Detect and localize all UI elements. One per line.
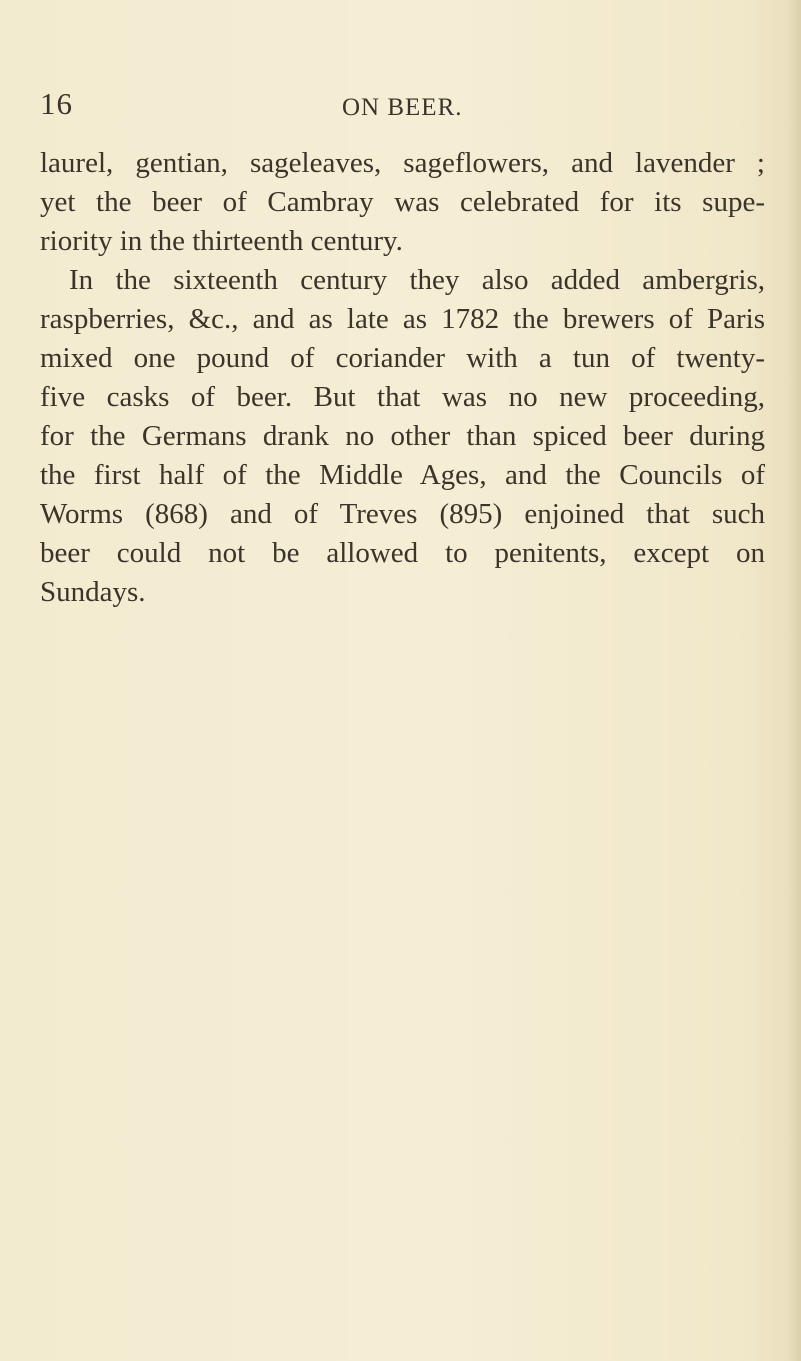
text-line: Sundays. xyxy=(40,576,146,608)
text-line: In the sixteenth century they also added ambergris, xyxy=(69,264,765,296)
body-text xyxy=(40,144,765,612)
page-edge-shadow xyxy=(787,0,801,1361)
running-head xyxy=(40,84,760,128)
text-line: raspberries, &c., and as late as 1782 the brewers of Paris xyxy=(40,303,765,335)
text-line: beer could not be allowed to penitents, except on xyxy=(40,537,765,569)
text-line: the first half of the Middle Ages, and the Councils of xyxy=(40,459,765,491)
page-number: 16 xyxy=(40,86,73,121)
text-line: yet the beer of Cambray was celebrated for its supe- xyxy=(40,186,765,218)
text-line: five casks of beer. But that was no new proceeding, xyxy=(40,381,765,413)
text-line: Worms (868) and of Treves (895) enjoined that such xyxy=(40,498,765,530)
text-line: for the Germans drank no other than spiced beer during xyxy=(40,420,765,452)
text-line: mixed one pound of coriander with a tun of twenty- xyxy=(40,342,765,374)
text-line: riority in the thirteenth century. xyxy=(40,225,403,257)
running-title: ON BEER. xyxy=(342,94,463,121)
text-line: laurel, gentian, sageleaves, sageflowers, and lavender ; xyxy=(40,147,765,179)
